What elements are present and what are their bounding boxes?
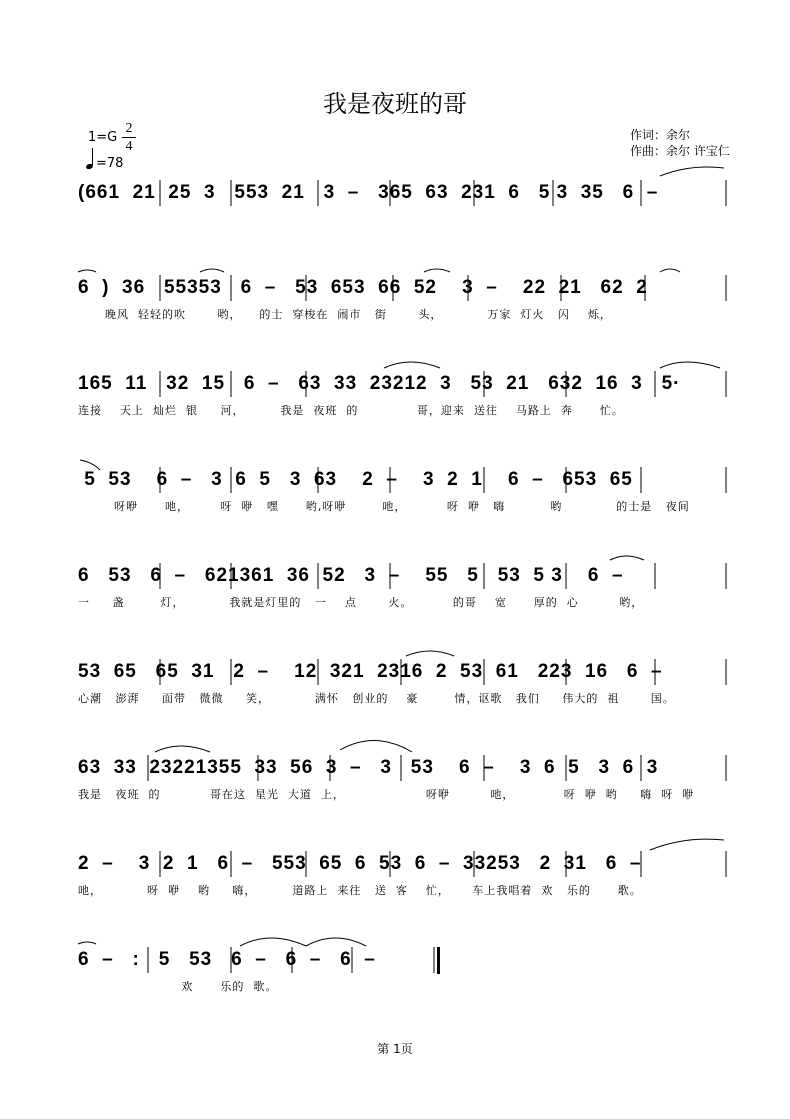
notes-line: 6 – : 5 53 6 – 6 – 6 – (78, 949, 376, 970)
time-sig-bottom: 4 (122, 137, 136, 155)
composer: 作曲：余尔 许宝仁 (630, 144, 730, 158)
lyrics-line: 连接 天上 灿烂 银 河， 我是 夜班 的 哥，迎来 送往 马路上 奔 忙。 (78, 404, 624, 417)
lyrics-line: 呀咿 吔， 呀 咿 嘿 哟,呀咿 吔， 呀 咿 嗨 哟 的士是 夜间 (78, 500, 690, 513)
score-row-6 (78, 657, 728, 717)
score-row-9 (78, 945, 728, 1005)
lyrics-line: 吔， 呀 咿 哟 嗨， 道路上 来往 送 客 忙， 车上我唱着 欢 乐的 歌。 (78, 884, 642, 897)
time-signature (122, 120, 136, 155)
key-signature: 1=G (88, 130, 118, 145)
lyricist: 作词：余尔 (630, 128, 691, 142)
tempo-marking (86, 150, 123, 171)
time-sig-top: 2 (125, 121, 133, 136)
notes-line: 6 ) 36 55353 6 – 53 653 66 52 3 – 22 21 62 2 (78, 277, 648, 298)
score-row-5 (78, 561, 728, 621)
page-number: 第 1页 (377, 1042, 413, 1056)
score-row-8 (78, 849, 728, 909)
score-row-3 (78, 369, 728, 429)
notes-line: 165 11 32 15 6 – 63 33 23212 3 53 21 632 16 3 5· (78, 373, 681, 394)
score-row-2 (78, 273, 728, 333)
score-row-7 (78, 753, 728, 813)
score-row-1 (78, 178, 728, 238)
score-row-4 (78, 465, 728, 525)
note-stem-icon (92, 148, 93, 165)
lyrics-line: 我是 夜班 的 哥在这 星光 大道 上， 呀咿 吔， 呀 咿 哟 嗨 呀 咿 (78, 788, 695, 801)
lyrics-line: 心潮 澎湃 面带 微微 笑， 满怀 创业的 豪 情，讴歌 我们 伟大的 祖 国。 (78, 692, 675, 705)
notes-line: 6 53 6 – 621361 36 52 3 – 55 5 53 5 3 6 – (78, 565, 624, 586)
lyrics-line: 一 盏 灯， 我就是灯里的 一 点 火。 的哥 宽 厚的 心 哟， (78, 596, 644, 609)
notes-line: 5 53 6 – 3 6 5 3 63 2 – 3 2 1 6 – 653 65 (78, 469, 633, 490)
tempo-value: =78 (96, 156, 124, 171)
lyrics-line: 晚风 轻轻的吹 哟， 的士 穿梭在 闹市 街 头， 万家 灯火 闪 烁， (78, 308, 612, 321)
credits (630, 127, 730, 159)
notes-line: (661 21 25 3 553 21 3 – 365 63 231 6 5 3 35 6 – (78, 182, 659, 203)
lyrics-line: 欢 乐的 歌。 (78, 980, 278, 993)
notes-line: 2 – 3 2 1 6 – 553 65 6 53 6 – 33253 2 31 6 – (78, 853, 642, 874)
notes-line: 63 33 23221355 33 56 3 – 3 53 6 – 3 6 5 3 6 3 (78, 757, 659, 778)
notes-line: 53 65 65 31 2 – 12 321 2316 2 53 61 223 16 6 – (78, 661, 663, 682)
song-title: 我是夜班的哥 (323, 90, 467, 118)
